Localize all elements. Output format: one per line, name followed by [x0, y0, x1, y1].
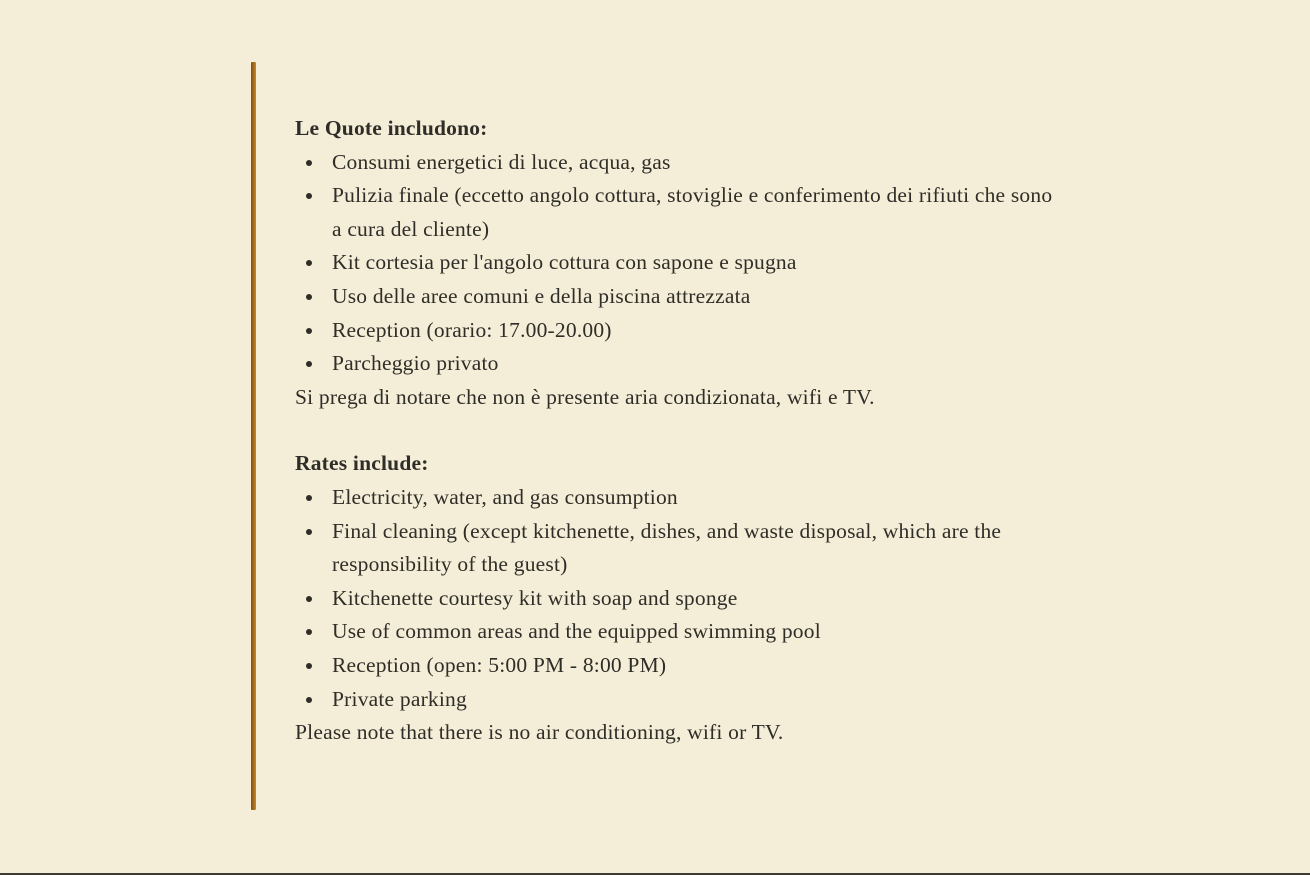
list-item: [295, 179, 1053, 246]
list-item: [295, 347, 1053, 381]
section-italian: [295, 112, 1065, 414]
bullet-dot-icon: [306, 260, 312, 266]
list-item: [295, 314, 1053, 348]
section-heading: Rates include:: [295, 451, 429, 476]
list-item-text: Kit cortesia per l'angolo cottura con sapone e spugna: [332, 250, 797, 275]
list-item-text: Reception (orario: 17.00-20.00): [332, 317, 612, 342]
list-item-text: Parcheggio privato: [332, 351, 499, 376]
bullet-dot-icon: [306, 361, 312, 367]
list-item-text: Electricity, water, and gas consumption: [332, 484, 678, 509]
bullet-dot-icon: [306, 629, 312, 635]
bullet-dot-icon: [306, 328, 312, 334]
list-item: [295, 582, 1053, 616]
list-item: [295, 615, 1053, 649]
section-heading: Le Quote includono:: [295, 116, 488, 140]
bullet-dot-icon: [306, 495, 312, 501]
list-item: [295, 481, 1053, 515]
section-note: Si prega di notare che non è presente aria condizionata, wifi e TV.: [295, 384, 875, 409]
bullet-dot-icon: [306, 663, 312, 669]
list-item: [295, 146, 1053, 180]
terms-document: [295, 112, 1065, 750]
section-english: [295, 447, 1065, 749]
bullet-dot-icon: [306, 294, 312, 300]
list-item: [295, 683, 1053, 717]
list-item-text: Uso delle aree comuni e della piscina attrezzata: [332, 283, 751, 308]
list-item-text: Reception (open: 5:00 PM - 8:00 PM): [332, 652, 667, 677]
bullet-dot-icon: [306, 596, 312, 602]
bullet-list: [295, 481, 1053, 716]
list-item-text: Consumi energetici di luce, acqua, gas: [332, 149, 671, 174]
list-item: [295, 246, 1053, 280]
list-item-text: Final cleaning (except kitchenette, dishes, and waste disposal, which are the responsibility of the guest): [332, 518, 1002, 577]
list-item: [295, 649, 1053, 683]
bullet-dot-icon: [306, 529, 312, 535]
list-item-text: Private parking: [332, 686, 467, 711]
bullet-dot-icon: [306, 697, 312, 703]
list-item: [295, 515, 1053, 582]
list-item: [295, 280, 1053, 314]
section-note: Please note that there is no air conditioning, wifi or TV.: [295, 720, 784, 745]
list-item-text: Kitchenette courtesy kit with soap and sponge: [332, 585, 738, 610]
list-item-text: Pulizia finale (eccetto angolo cottura, stoviglie e conferimento dei rifiuti che sono a cura del cliente): [332, 183, 1053, 241]
list-item-text: Use of common areas and the equipped swimming pool: [332, 619, 821, 644]
accent-bar: [251, 62, 256, 810]
bullet-dot-icon: [306, 193, 312, 199]
bullet-list: [295, 146, 1053, 381]
bullet-dot-icon: [306, 160, 312, 166]
